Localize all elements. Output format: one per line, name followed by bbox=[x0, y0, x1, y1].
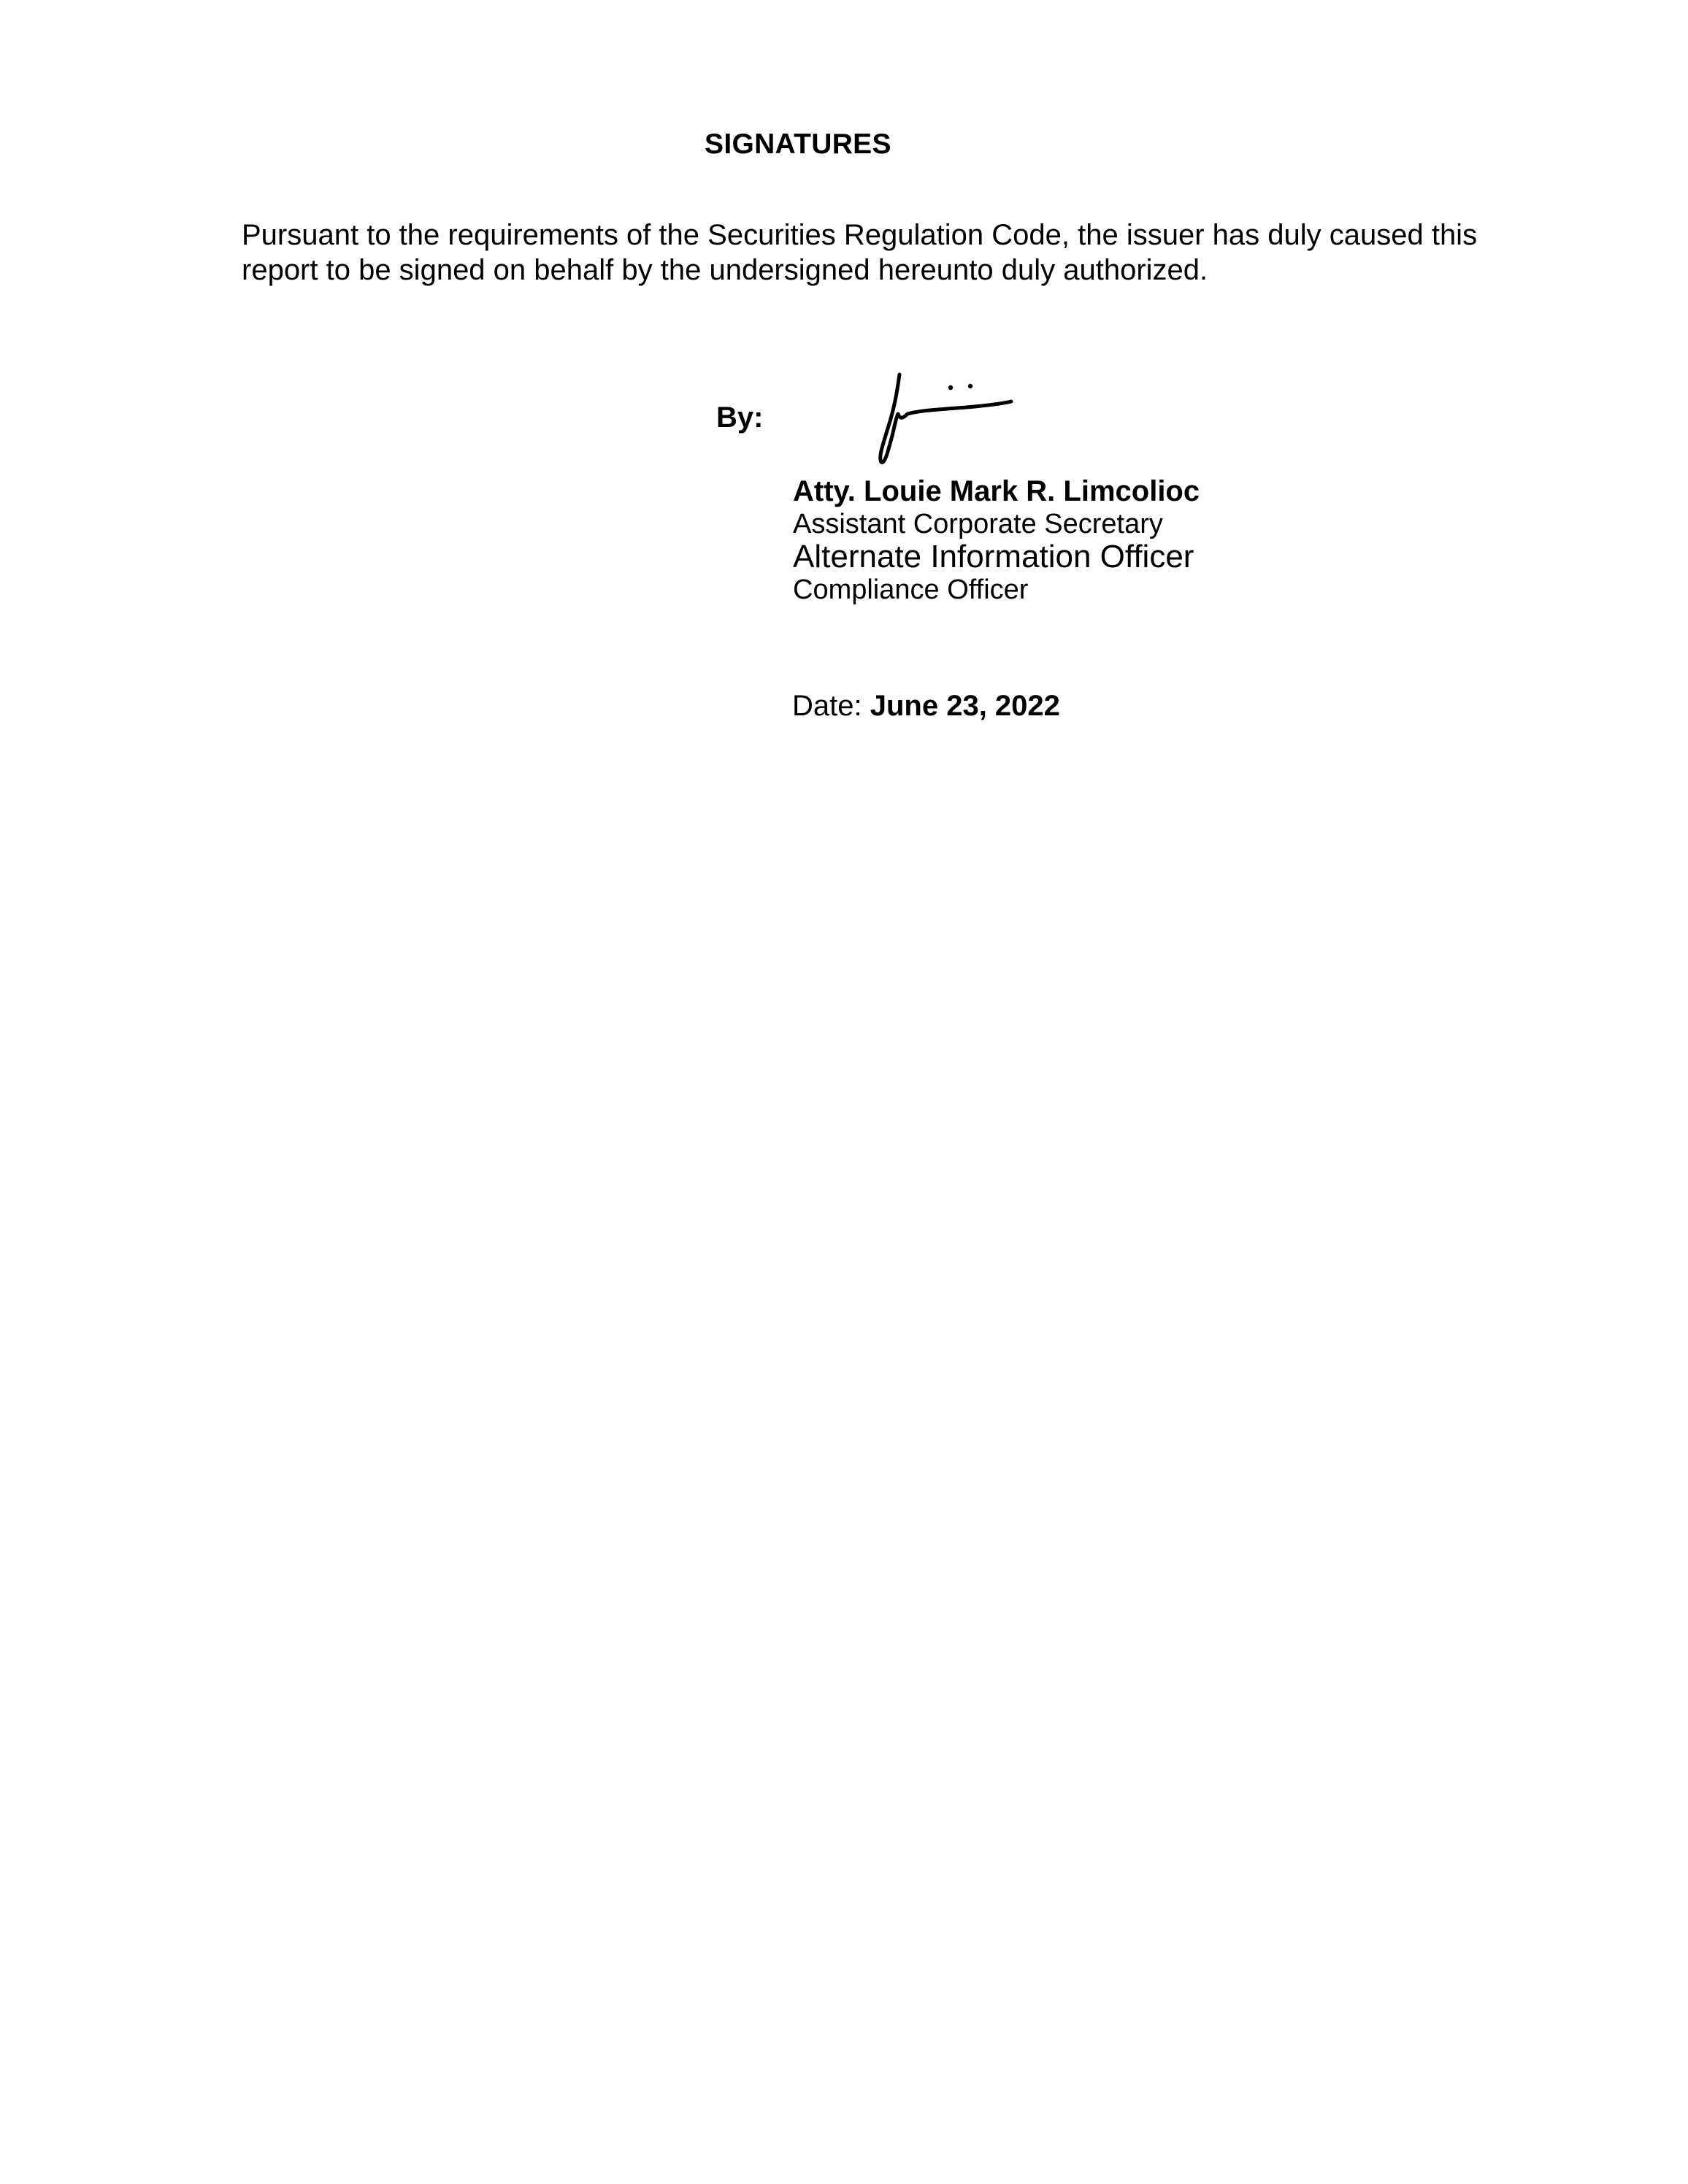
date-value: June 23, 2022 bbox=[870, 690, 1060, 722]
signer-title-assistant-corporate-secretary: Assistant Corporate Secretary bbox=[793, 509, 1163, 539]
handwritten-signature bbox=[865, 369, 1029, 471]
date-label: Date: bbox=[792, 690, 862, 722]
signer-title-alternate-information-officer: Alternate Information Officer bbox=[793, 539, 1194, 574]
page-title: SIGNATURES bbox=[705, 128, 891, 160]
by-label: By: bbox=[716, 401, 764, 434]
signer-block bbox=[793, 474, 1200, 606]
signer-name: Atty. Louie Mark R. Limcolioc bbox=[793, 475, 1200, 507]
signer-title-compliance-officer: Compliance Officer bbox=[793, 574, 1029, 605]
certification-paragraph: Pursuant to the requirements of the Securities Regulation Code, the issuer has duly caused this report to be signed on behalf by the undersigned hereunto duly authorized. bbox=[242, 219, 1478, 286]
date-line bbox=[792, 690, 1060, 723]
